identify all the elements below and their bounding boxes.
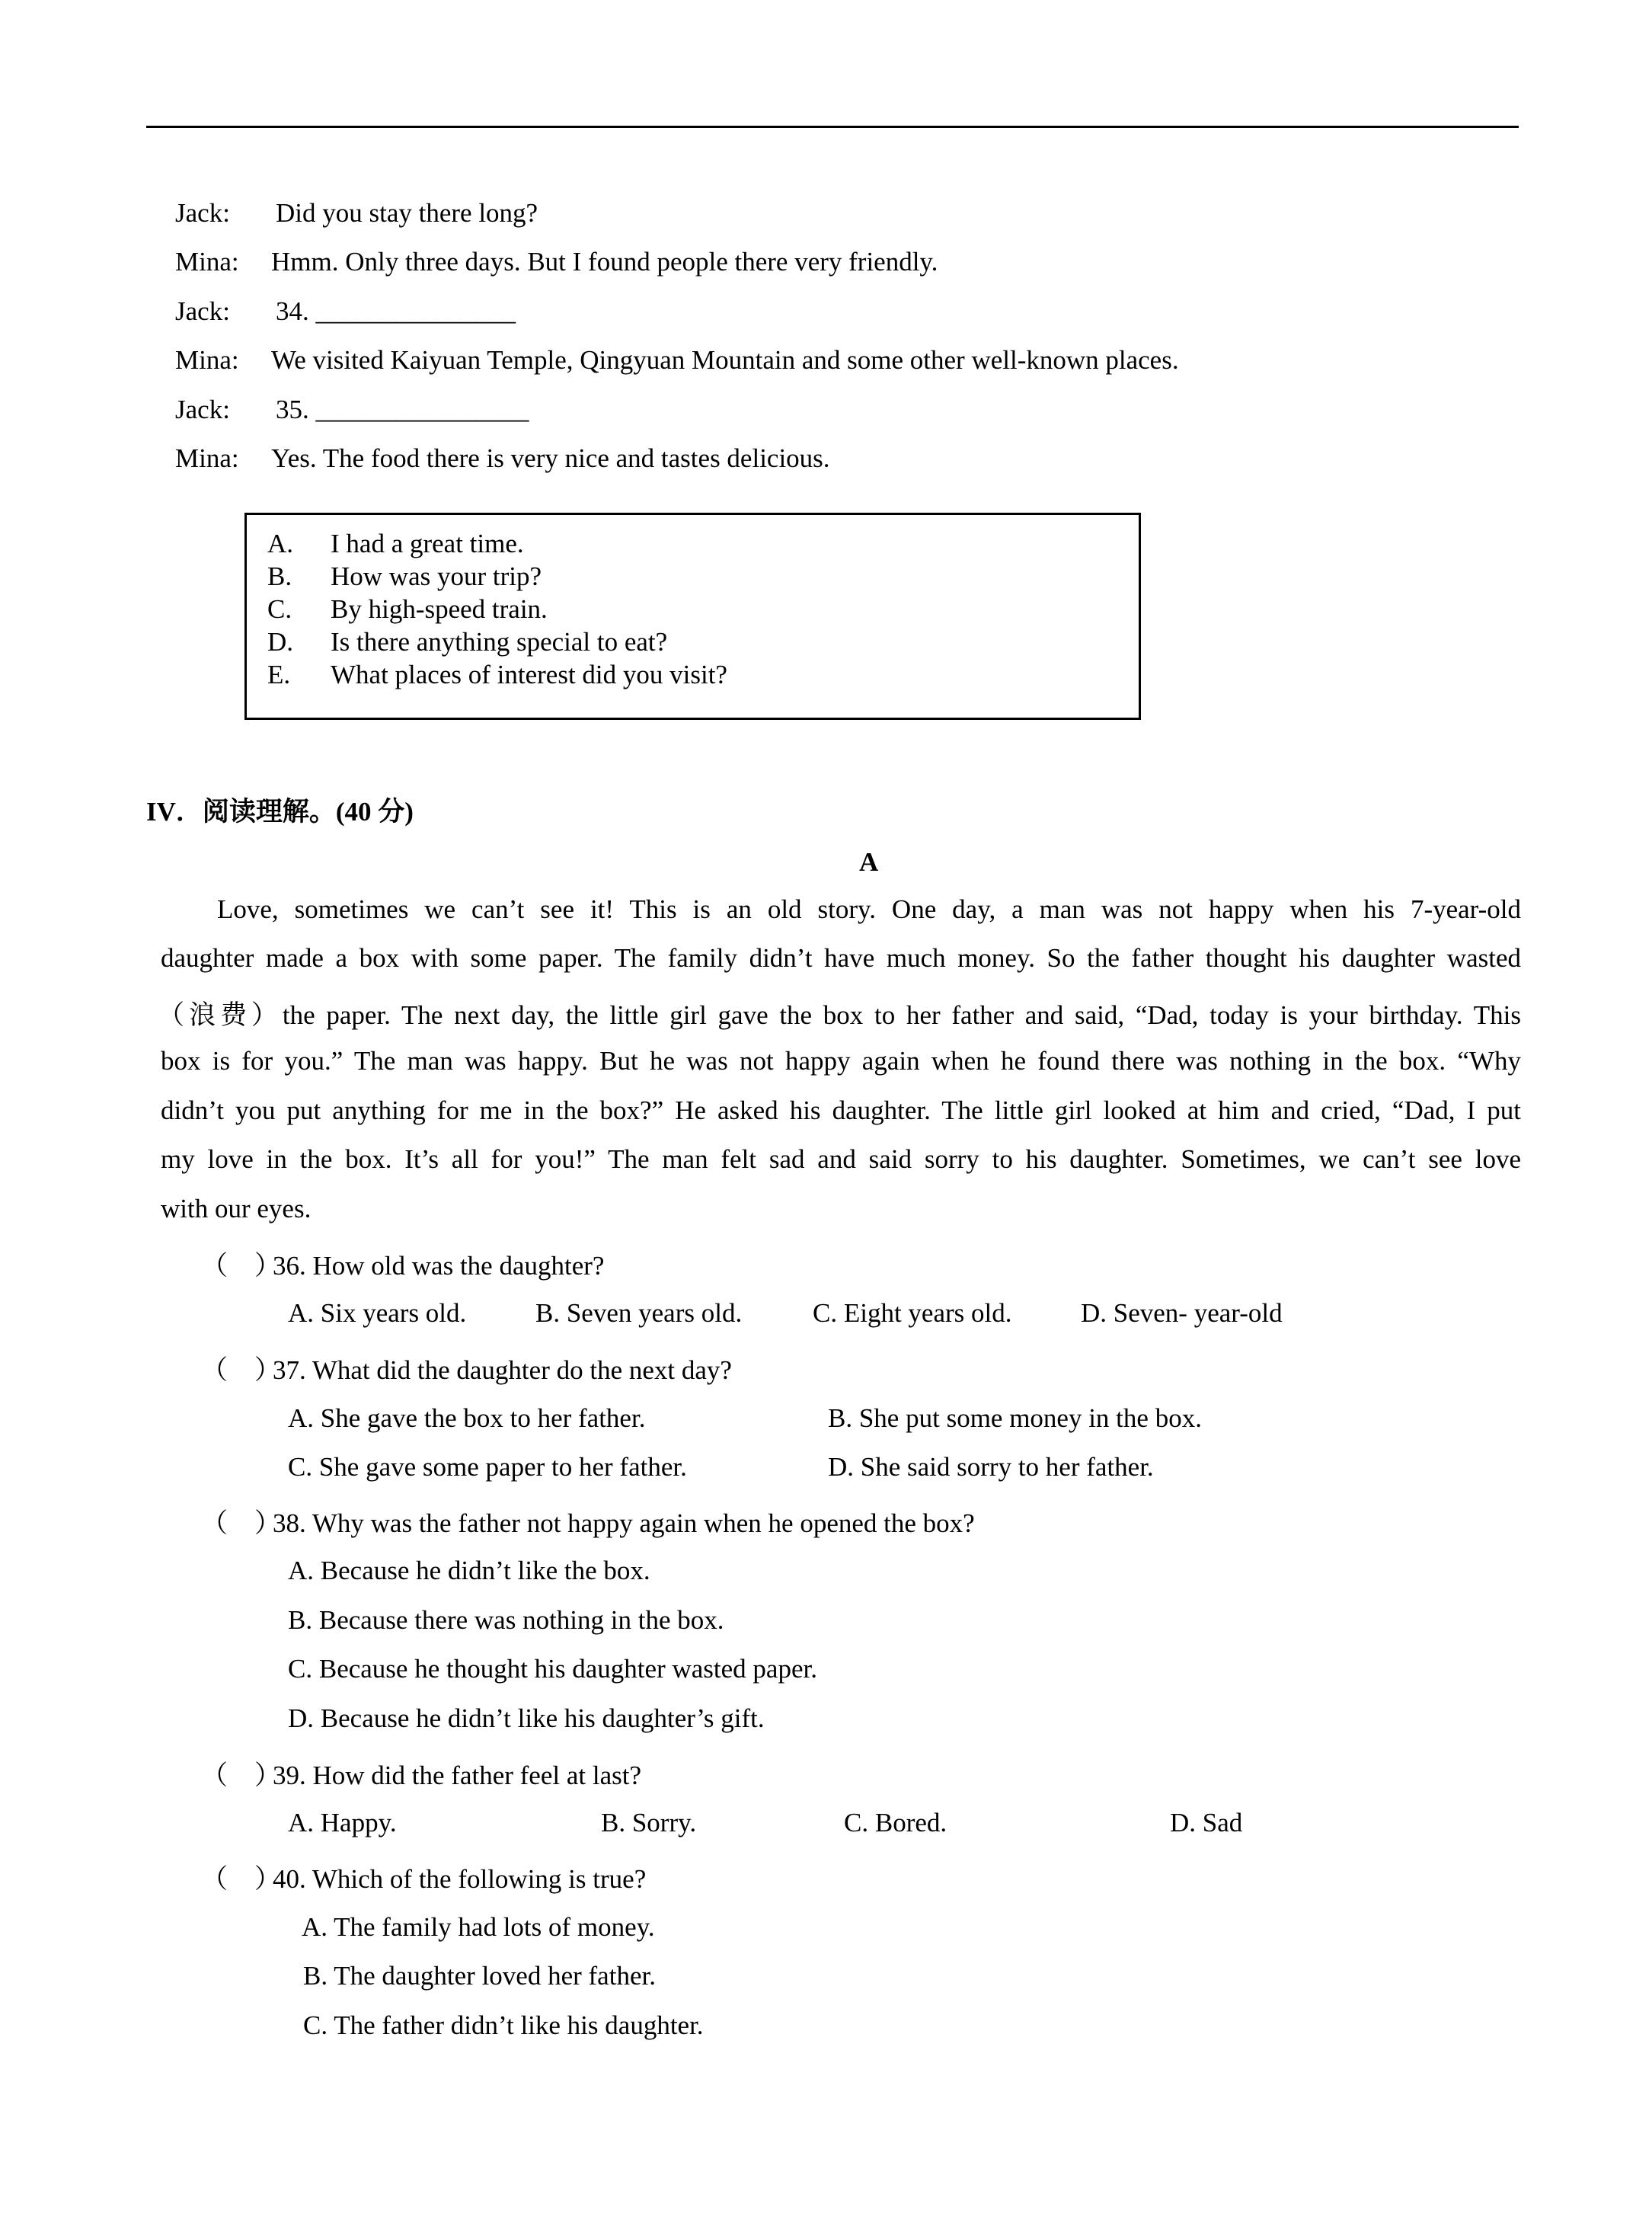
choice-d: D. She said sorry to her father.: [828, 1452, 1154, 1482]
speaker: Mina:: [175, 443, 239, 473]
question-line: [201, 1754, 641, 1793]
option-text: What places of interest did you visit?: [331, 660, 727, 689]
choice-d: D. Seven- year-old: [1081, 1298, 1283, 1328]
option-letter: E.: [267, 660, 291, 689]
choice-c: C. The father didn’t like his daughter.: [303, 2010, 704, 2040]
dialogue-text: Did you stay there long?: [276, 198, 538, 228]
choice-a: A. The family had lots of money.: [302, 1912, 655, 1942]
choice-c: C. Eight years old.: [813, 1298, 1012, 1328]
dialogue-text: Yes. The food there is very nice and tastes delicious.: [271, 443, 830, 473]
speaker: Mina:: [175, 345, 239, 375]
choice-c: C. She gave some paper to her father.: [288, 1452, 687, 1482]
question-line: [201, 1858, 646, 1896]
choice-a: A. Six years old.: [288, 1298, 467, 1328]
passage-line: daughter made a box with some paper. The family didn’t have much money. So the father thought his daughter wasted: [161, 943, 1521, 973]
choice-d: D. Sad: [1170, 1808, 1243, 1837]
choice-c: C. Because he thought his daughter wasted paper.: [288, 1654, 817, 1684]
passage-line: （浪费）the paper. The next day, the little girl gave the box to her father and said, “Dad, today is your birthday. This: [158, 1000, 1521, 1030]
choice-b: B. Seven years old.: [535, 1298, 743, 1328]
choice-a: A. She gave the box to her father.: [288, 1403, 646, 1433]
option-letter: B.: [267, 561, 292, 591]
passage-line: Love, sometimes we can’t see it! This is an old story. One day, a man was not happy when his 7-year-old: [217, 894, 1521, 924]
option-letter: A.: [267, 529, 294, 558]
blank-35: 35. ________________: [276, 395, 529, 424]
question-line: [201, 1502, 975, 1540]
option-text: How was your trip?: [331, 561, 542, 591]
question-text: 39. How did the father feel at last?: [273, 1761, 641, 1790]
header-rule: [146, 126, 1519, 128]
speaker: Jack:: [175, 395, 230, 424]
question-text: 38. Why was the father not happy again when he opened the box?: [273, 1508, 975, 1538]
question-text: 40. Which of the following is true?: [273, 1864, 647, 1894]
answer-paren: （ ）: [201, 1508, 282, 1538]
choice-b: B. The daughter loved her father.: [303, 1961, 656, 1991]
answer-paren: （ ）: [201, 1251, 282, 1281]
dialogue-text: Hmm. Only three days. But I found people there very friendly.: [271, 247, 938, 277]
option-letter: C.: [267, 594, 292, 624]
option-text: Is there anything special to eat?: [331, 627, 668, 657]
passage-line: with our eyes.: [161, 1194, 312, 1223]
answer-paren: （ ）: [201, 1864, 282, 1894]
dialogue-text: We visited Kaiyuan Temple, Qingyuan Mountain and some other well-known places.: [271, 345, 1179, 375]
question-line: [201, 1349, 732, 1387]
question-text: 36. How old was the daughter?: [273, 1251, 605, 1281]
speaker: Jack:: [175, 296, 230, 326]
choice-b: B. Sorry.: [601, 1808, 697, 1837]
option-letter: D.: [267, 627, 294, 657]
passage-line: didn’t you put anything for me in the box?” He asked his daughter. The little girl looked at him and cried, “Dad, I put: [161, 1095, 1521, 1125]
choice-a: A. Happy.: [288, 1808, 397, 1837]
option-text: By high-speed train.: [331, 594, 548, 624]
passage-line: box is for you.” The man was happy. But he was not happy again when he found there was nothing in the box. “Why: [161, 1046, 1521, 1076]
passage-title: A: [859, 847, 879, 877]
passage-line: my love in the box. It’s all for you!” The man felt sad and said sorry to his daughter. Sometimes, we can’t see love: [161, 1144, 1521, 1174]
choice-a: A. Because he didn’t like the box.: [288, 1556, 650, 1585]
choice-d: D. Because he didn’t like his daughter’s gift.: [288, 1703, 765, 1733]
section-title: IV．阅读理解。(40 分): [146, 797, 414, 827]
answer-paren: （ ）: [201, 1355, 282, 1385]
question-text: 37. What did the daughter do the next day?: [273, 1355, 732, 1385]
choice-b: B. Because there was nothing in the box.: [288, 1605, 724, 1635]
question-line: [201, 1245, 604, 1283]
speaker: Mina:: [175, 247, 239, 277]
blank-34: 34. _______________: [276, 296, 516, 326]
speaker: Jack:: [175, 198, 230, 228]
option-text: I had a great time.: [331, 529, 524, 558]
choice-b: B. She put some money in the box.: [828, 1403, 1202, 1433]
options-box: [244, 513, 1141, 720]
choice-c: C. Bored.: [844, 1808, 947, 1837]
answer-paren: （ ）: [201, 1761, 282, 1790]
